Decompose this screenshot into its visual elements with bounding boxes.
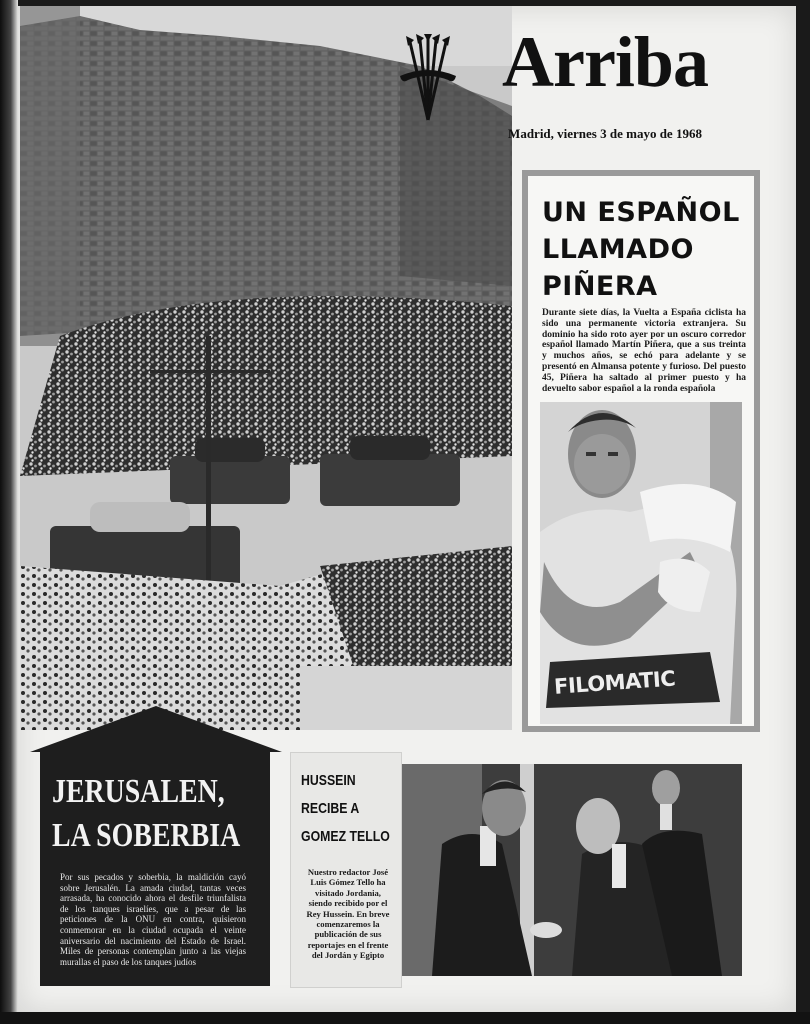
- page-bottom-edge: [0, 1012, 810, 1024]
- jerusalem-article-panel: [28, 704, 284, 994]
- jerusalem-body-text: Por sus pecados y soberbia, la maldición cayó sobre Jerusalén. La amada ciudad, tantas veces arrasada, ha conocido ahora el desfile triunfalista de los tanques israelíes, que a pesar de las peticiones de la ONU en contra, quisieron conmemorar en la ciudad ocupada el veinte aniversario del nacimiento del Estado de Israel. Miles de personas contemplan junto a las viejas murallas el paso de los tanques judíos: [60, 872, 246, 967]
- hussein-headline-line: GOMEZ TELLO: [301, 828, 390, 845]
- newspaper-title: Arriba: [502, 22, 708, 102]
- jersey-sponsor-text: FILOMATIC: [553, 666, 676, 699]
- hussein-headline-line: RECIBE A: [301, 800, 360, 817]
- jerusalem-headline-line: LA SOBERBIA: [52, 817, 241, 854]
- handshake-illustration: [402, 764, 742, 976]
- jerusalem-headline: [52, 770, 241, 858]
- feature-headline: [542, 194, 752, 305]
- feature-headline-line: LLAMADO: [542, 234, 694, 265]
- feature-headline-line: PIÑERA: [542, 271, 658, 302]
- hussein-article-panel: [290, 752, 402, 988]
- page-binding-edge: [0, 0, 18, 1024]
- masthead: [470, 22, 740, 141]
- feature-article-box: [522, 170, 760, 732]
- feature-headline-line: UN ESPAÑOL: [542, 197, 740, 228]
- hussein-body-text: Nuestro redactor José Luis Gómez Tello ha visitado Jordania, siendo recibido por el Rey Hussein. En breve comenzaremos la publicación de sus reportajes en el frente del Jordán y Egipto: [306, 867, 390, 961]
- hussein-headline-line: HUSSEIN: [301, 772, 356, 789]
- jerusalem-headline-line: JERUSALEN,: [52, 773, 225, 810]
- feature-body-text: Durante siete días, la Vuelta a España ciclista ha sido una permanente victoria extranjera. Su dominio ha sido roto ayer por un oscuro corredor español llamado Martín Piñera, que a sus treinta y muchos años, se echó para adelante y se presentó en Almansa potente y furioso. Del puesto 45, Piñera ha saltado al primer puesto y ha devuelto sabor español a la ronda española: [542, 308, 746, 394]
- yoke-and-arrows-icon: [396, 34, 460, 124]
- handshake-photo: [402, 764, 742, 976]
- cyclist-photo: [540, 402, 742, 724]
- hussein-headline: [301, 767, 390, 851]
- issue-date: Madrid, viernes 3 de mayo de 1968: [508, 126, 702, 141]
